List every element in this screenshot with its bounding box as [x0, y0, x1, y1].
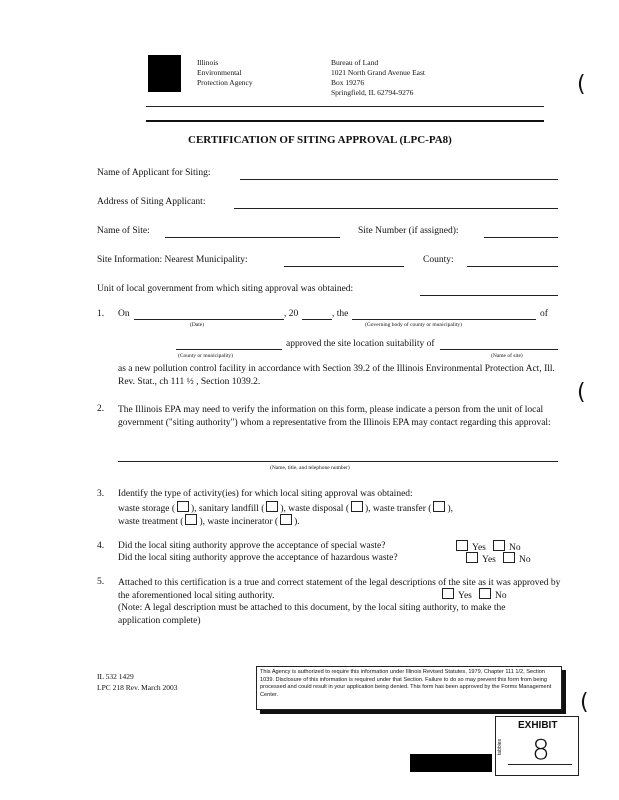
exhibit-underline [508, 764, 572, 765]
item1-on: On [118, 309, 130, 319]
legal-description-no-label: No [494, 591, 507, 601]
hazardous-waste-no-checkbox[interactable] [503, 552, 515, 563]
waste-transfer-label: waste transfer [372, 504, 426, 514]
item2-text: The Illinois EPA may need to verify the information on this form, please indicate a person from the unit of local government ("siting authority") whom a representative from the Illinois EPA may contact regarding this approval: [118, 405, 551, 428]
waste-storage-checkbox[interactable] [177, 501, 189, 512]
special-waste-no-label: No [508, 543, 521, 553]
item4-q2: Did the local siting authority approve the acceptance of hazardous waste? [118, 553, 398, 563]
item1-site-caption: (Name of site) [491, 353, 523, 359]
item1-of: of [540, 309, 548, 319]
item2-caption: (Name, title, and telephone number) [270, 465, 350, 471]
special-waste-yes-checkbox[interactable] [456, 540, 468, 551]
sanitary-landfill-label: sanitary landfill [198, 504, 259, 514]
applicant-name-field[interactable] [240, 179, 558, 180]
authority-notice: This Agency is authorized to require this information under Illinois Revised Statutes, 1979, Chapter 111 1/2, Section 1039. Disclosure of this information is required under that Section. Failure to do so may prevent this form from being processed and could result in your application being denied. This form has been approved by the Forms Management Center. [256, 666, 562, 710]
item1-approved: approved the site location suitability of [286, 339, 435, 349]
site-info-label: Site Information: Nearest Municipality: [97, 255, 248, 265]
applicant-address-field[interactable] [234, 208, 558, 209]
item1-governing-body-field[interactable] [352, 319, 536, 320]
item1-gov-caption: (Governing body of county or municipality) [365, 322, 462, 328]
item1-county-caption: (County or municipality) [178, 353, 233, 359]
item5-options [437, 588, 507, 601]
form-id: IL 532 1429 [97, 672, 134, 681]
item2-contact-field[interactable] [118, 461, 558, 462]
binder-mark-top: ( [577, 72, 586, 97]
exhibit-brand: tabbies [497, 739, 503, 756]
item4-q1: Did the local siting authority approve the acceptance of special waste? [118, 541, 386, 551]
applicant-address-label: Address of Siting Applicant: [97, 197, 206, 207]
item5-text2: (Note: A legal description must be attached to this document, by the local siting authority, to make the application complete) [118, 603, 506, 626]
item1-date-caption: (Date) [190, 322, 205, 328]
local-gov-field[interactable] [420, 295, 558, 296]
item3-row2: waste treatment ( ), waste incinerator ( ). [118, 514, 300, 527]
agency-name: Illinois Environmental Protection Agency [197, 58, 253, 87]
hazardous-waste-yes-checkbox[interactable] [466, 552, 478, 563]
form-revision: LPC 218 Rev. March 2003 [97, 683, 178, 692]
item5-number: 5. [97, 577, 105, 587]
item3-intro: Identify the type of activity(ies) for which local siting approval was obtained: [118, 489, 413, 499]
item1-number: 1. [97, 309, 105, 319]
hazardous-waste-yes-label: Yes [482, 555, 496, 565]
site-number-field[interactable] [484, 237, 558, 238]
binder-mark-bottom: ( [580, 690, 589, 715]
item4-q2-options [464, 552, 531, 565]
item1-year-field[interactable] [302, 319, 332, 320]
county-label: County: [423, 255, 454, 265]
item1-site-field[interactable] [440, 349, 558, 350]
form-title: CERTIFICATION OF SITING APPROVAL (LPC-PA8) [188, 134, 452, 146]
hazardous-waste-no-label: No [518, 555, 531, 565]
exhibit-number: 8 [532, 733, 550, 766]
iepa-logo [148, 55, 181, 92]
header-rule-2 [146, 120, 544, 122]
legal-description-no-checkbox[interactable] [479, 588, 491, 599]
item1-date-field[interactable] [134, 319, 284, 320]
item1-text: as a new pollution control facility in accordance with Section 39.2 of the Illinois Environmental Protection Act, Ill. Rev. Stat., ch 111 ½ , Section 1039.2. [118, 364, 555, 387]
waste-transfer-checkbox[interactable] [433, 501, 445, 512]
waste-treatment-checkbox[interactable] [185, 514, 197, 525]
site-name-label: Name of Site: [97, 226, 150, 236]
site-number-label: Site Number (if assigned): [358, 226, 459, 236]
agency-address: Bureau of Land 1021 North Grand Avenue East Box 19276 Springfield, IL 62794-9276 [331, 58, 426, 97]
binder-mark-middle: ( [577, 380, 586, 405]
item2-number: 2. [97, 404, 105, 414]
item4-number: 4. [97, 541, 105, 551]
municipality-field[interactable] [284, 266, 404, 267]
special-waste-no-checkbox[interactable] [493, 540, 505, 551]
site-name-field[interactable] [165, 237, 340, 238]
special-waste-yes-label: Yes [472, 543, 486, 553]
item5-text1: Attached to this certification is a true and correct statement of the legal descriptions of the site as it was approved by the aforementioned local siting authority. [118, 578, 561, 601]
local-gov-label: Unit of local government from which siting approval was obtained: [97, 284, 354, 294]
item3-row1: waste storage ( ), sanitary landfill ( ), waste disposal ( ), waste transfer ( ), [118, 501, 453, 514]
item1-county-field[interactable] [176, 349, 282, 350]
waste-incinerator-checkbox[interactable] [280, 514, 292, 525]
redaction-bar [410, 754, 492, 772]
waste-incinerator-label: waste incinerator [207, 517, 273, 527]
waste-treatment-label: waste treatment [118, 517, 178, 527]
waste-disposal-label: waste disposal [288, 504, 344, 514]
legal-description-yes-checkbox[interactable] [442, 588, 454, 599]
sanitary-landfill-checkbox[interactable] [266, 501, 278, 512]
waste-storage-label: waste storage [118, 504, 170, 514]
item1-the: , the [332, 309, 349, 319]
header-rule-1 [146, 106, 544, 107]
item3-number: 3. [97, 489, 105, 499]
exhibit-label: EXHIBIT [518, 720, 558, 731]
legal-description-yes-label: Yes [458, 591, 472, 601]
exhibit-sticker [495, 716, 579, 776]
waste-disposal-checkbox[interactable] [351, 501, 363, 512]
applicant-name-label: Name of Applicant for Siting: [97, 168, 211, 178]
county-field[interactable] [467, 266, 558, 267]
item1-year: , 20 [284, 309, 299, 319]
